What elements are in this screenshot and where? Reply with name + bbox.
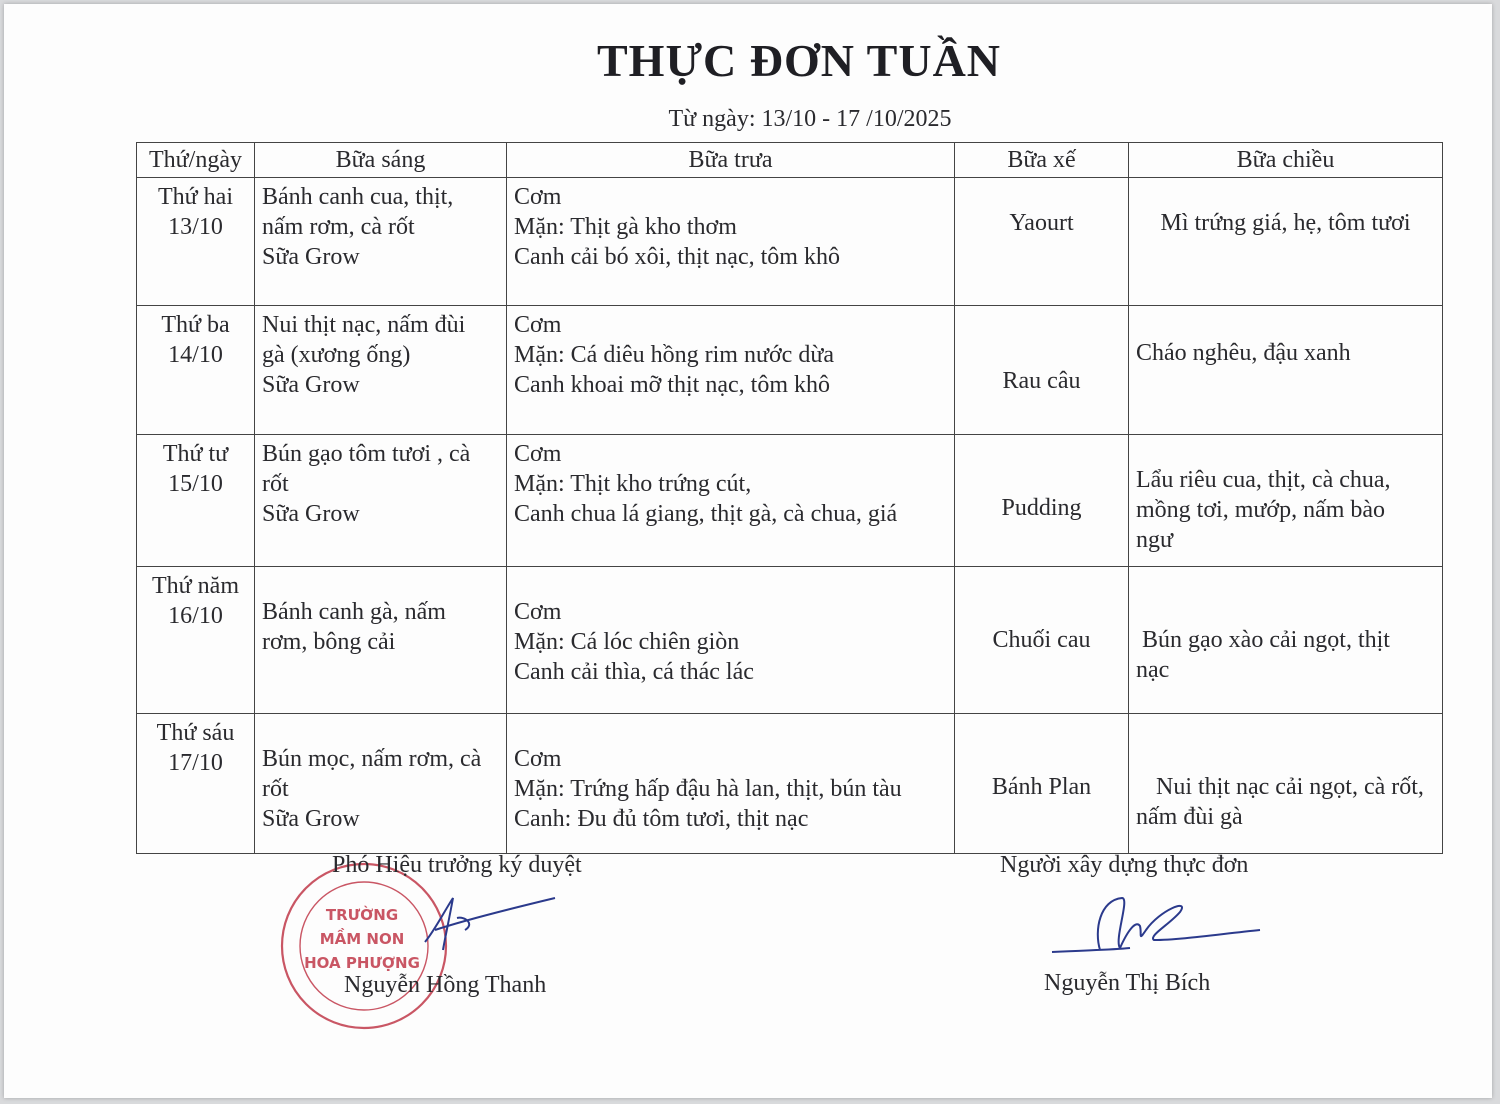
snack-cell: Bánh Plan: [955, 713, 1129, 853]
day-date: 14/10: [168, 342, 223, 369]
day-date: 16/10: [168, 603, 223, 630]
day-name: Thứ sáu: [156, 719, 235, 746]
day-name: Thứ hai: [158, 184, 233, 210]
afternoon-line: Cháo nghêu, đậu xanh: [1136, 340, 1351, 367]
day-name: Thứ năm: [152, 573, 239, 600]
afternoon-line: Bún gạo xào cải ngọt, thịt: [1142, 627, 1390, 654]
breakfast-line: rốt: [262, 470, 289, 497]
header-row: [137, 143, 1443, 178]
afternoon-cell: [1129, 306, 1443, 434]
afternoon-line: nấm đùi gà: [1136, 803, 1243, 830]
author-role: Người xây dựng thực đơn: [1000, 852, 1249, 878]
day-name: Thứ ba: [161, 312, 230, 339]
snack-cell: Yaourt: [955, 178, 1129, 306]
header-breakfast: Bữa sáng: [255, 143, 507, 178]
breakfast-line: rốt: [262, 775, 289, 802]
header-day: Thứ/ngày: [137, 143, 255, 178]
date-range: Từ ngày: 13/10 - 17 /10/2025: [668, 106, 952, 132]
breakfast-line: rơm, bông cải: [262, 629, 396, 656]
stamp-line: MẦM NON: [319, 930, 405, 948]
breakfast-line: gà (xương ống): [262, 342, 411, 369]
lunch-line: Cơm: [514, 184, 562, 210]
lunch-line: Mặn: Cá lóc chiên giòn: [514, 629, 740, 656]
lunch-line: Canh cải bó xôi, thịt nạc, tôm khô: [514, 244, 840, 270]
day-cell: [137, 434, 255, 566]
breakfast-cell: [255, 713, 507, 853]
lunch-line: Cơm: [514, 599, 562, 626]
day-cell: [137, 306, 255, 434]
header-snack: Bữa xế: [955, 143, 1129, 178]
lunch-line: Mặn: Thịt kho trứng cút,: [514, 470, 752, 497]
lunch-cell: [507, 178, 955, 306]
lunch-line: Canh khoai mỡ thịt nạc, tôm khô: [514, 372, 830, 399]
snack-cell: Chuối cau: [955, 567, 1129, 713]
header-afternoon: Bữa chiều: [1129, 143, 1443, 178]
table-row: [137, 713, 1443, 853]
lunch-line: Mặn: Cá diêu hồng rim nước dừa: [514, 342, 834, 369]
afternoon-cell: [1129, 567, 1443, 713]
breakfast-line: Bánh canh gà, nấm: [262, 599, 446, 626]
lunch-line: Canh: Đu đủ tôm tươi, thịt nạc: [514, 805, 809, 832]
day-date: 17/10: [168, 749, 223, 776]
lunch-line: Canh chua lá giang, thịt gà, cà chua, giá: [514, 500, 898, 527]
table-row: [137, 434, 1443, 566]
day-date: 13/10: [168, 214, 223, 240]
day-name: Thứ tư: [162, 440, 229, 467]
author-name: Nguyễn Thị Bích: [1044, 970, 1211, 996]
breakfast-line: Bún gạo tôm tươi , cà: [262, 440, 471, 467]
day-cell: [137, 713, 255, 853]
breakfast-line: Nui thịt nạc, nấm đùi: [262, 312, 466, 339]
breakfast-line: nấm rơm, cà rốt: [262, 214, 415, 240]
day-cell: [137, 567, 255, 713]
breakfast-line: Sữa Grow: [262, 500, 360, 527]
afternoon-line: nạc: [1136, 657, 1170, 684]
lunch-cell: [507, 713, 955, 853]
stamp-line: HOA PHƯỢNG: [304, 954, 420, 972]
breakfast-line: Sữa Grow: [262, 244, 360, 270]
breakfast-line: Bún mọc, nấm rơm, cà: [262, 745, 482, 772]
breakfast-cell: [255, 567, 507, 713]
stamp-line: TRƯỜNG: [325, 906, 399, 924]
lunch-cell: [507, 306, 955, 434]
afternoon-line: mồng tơi, mướp, nấm bào: [1136, 496, 1386, 523]
afternoon-line: Mì trứng giá, hẹ, tôm tươi: [1160, 210, 1411, 236]
signature-right: [1050, 890, 1270, 960]
approver-name: Nguyễn Hồng Thanh: [344, 972, 547, 998]
menu-table: [136, 142, 1443, 854]
breakfast-line: Sữa Grow: [262, 372, 360, 399]
table-row: [137, 567, 1443, 713]
breakfast-cell: [255, 178, 507, 306]
table-row: [137, 306, 1443, 434]
day-date: 15/10: [168, 470, 223, 497]
snack-cell: Pudding: [955, 434, 1129, 566]
afternoon-cell: [1129, 713, 1443, 853]
header-lunch: Bữa trưa: [507, 143, 955, 178]
breakfast-line: Bánh canh cua, thịt,: [262, 184, 454, 210]
breakfast-line: Sữa Grow: [262, 805, 360, 832]
lunch-cell: [507, 434, 955, 566]
lunch-line: Canh cải thìa, cá thác lác: [514, 659, 754, 686]
lunch-line: Cơm: [514, 440, 562, 467]
afternoon-cell: [1129, 178, 1443, 306]
day-cell: [137, 178, 255, 306]
snack-cell: Rau câu: [955, 306, 1129, 434]
afternoon-line: Nui thịt nạc cải ngọt, cà rốt,: [1156, 773, 1424, 800]
approver-role: Phó Hiệu trưởng ký duyệt: [332, 852, 582, 878]
table-row: [137, 178, 1443, 306]
lunch-line: Cơm: [514, 312, 562, 339]
afternoon-line: Lẩu riêu cua, thịt, cà chua,: [1136, 466, 1391, 493]
breakfast-cell: [255, 306, 507, 434]
afternoon-line: ngư: [1136, 526, 1174, 553]
afternoon-cell: [1129, 434, 1443, 566]
lunch-cell: [507, 567, 955, 713]
breakfast-cell: [255, 434, 507, 566]
page-title: THỰC ĐƠN TUẦN: [596, 35, 1002, 86]
lunch-line: Mặn: Trứng hấp đậu hà lan, thịt, bún tàu: [514, 775, 902, 802]
lunch-line: Mặn: Thịt gà kho thơm: [514, 214, 737, 240]
lunch-line: Cơm: [514, 745, 562, 772]
signature-left: [405, 890, 565, 960]
